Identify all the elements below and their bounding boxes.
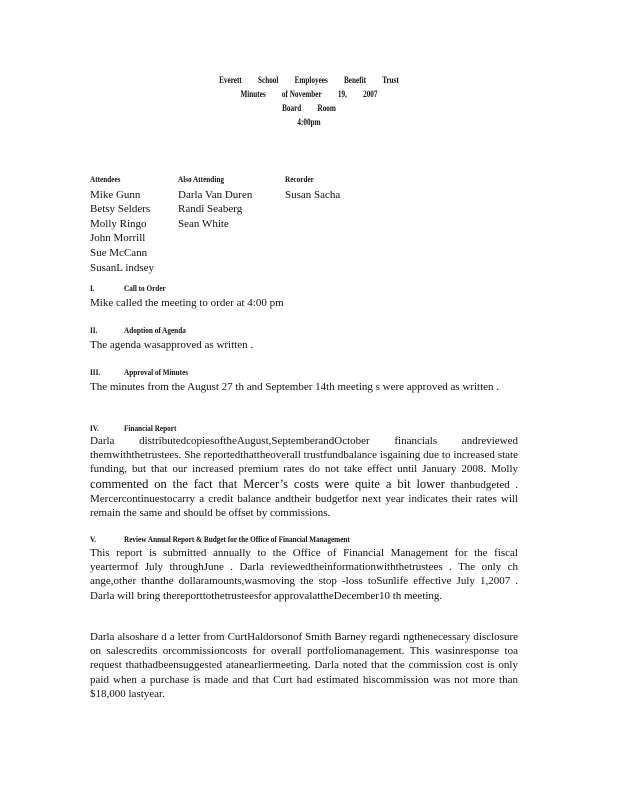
also-attending-name: Sean White bbox=[178, 217, 229, 230]
recorder-heading: Recorder bbox=[285, 174, 314, 184]
header-word: Benefit bbox=[344, 75, 366, 85]
section-paragraph: This report is submitted annually to the Office of Financial Management for the fiscal yeartermof July throughJune . Darla reviewedtheinformationwiththetrustees . The only ch ange,other thanthe dollaramounts,wasmoving the stop -loss toSunlife effective July 1,2007 . Darla will bring thereporttothetrusteesfor approvalattheDecember10 th meeting. bbox=[90, 547, 518, 602]
section-title: Review Annual Report & Budget for the Office of Financial Management bbox=[124, 534, 350, 544]
attendees-column bbox=[90, 172, 154, 275]
section-heading bbox=[90, 367, 188, 377]
also-attending-name: Darla Van Duren bbox=[178, 188, 253, 201]
paragraph-text: thanbudgeted . Mercercontinuestocarry a credit balance andtheir budgetfor next year indicates their rates will remain the same and should be offset by commissions. bbox=[90, 478, 518, 520]
attendee-name: Sue McCann bbox=[90, 246, 148, 259]
header-date-line bbox=[62, 89, 556, 99]
recorder-column bbox=[285, 172, 340, 202]
also-attending-name: Randi Seaberg bbox=[178, 203, 243, 216]
section-number: IV. bbox=[90, 423, 99, 433]
header-location-line bbox=[62, 103, 556, 113]
paragraph-text-emphasis: commented on the fact that Mercer’s costs were quite a bit lower bbox=[90, 476, 445, 491]
recorder-name: Susan Sacha bbox=[285, 188, 341, 201]
section-title: Approval of Minutes bbox=[124, 367, 189, 377]
section-paragraph bbox=[90, 434, 518, 520]
header-time-line bbox=[62, 117, 556, 127]
header-word: Minutes bbox=[240, 89, 266, 99]
section-title: Financial Report bbox=[124, 423, 177, 433]
header-word: of November bbox=[281, 89, 322, 99]
section-paragraph: Darla alsoshare d a letter from CurtHaldorsonof Smith Barney regardi ngthenecessary disclosure on salescredits orcommissioncosts for overall portfoliomanagement. This wasinresponse toa request thathadbeensuggested atanearliermeeting. Darla noted that the commission cost is only paid when a purchase is made and that Curt had estimated hiscommission was not more than $18,000 lastyear. bbox=[90, 631, 518, 700]
attendee-name: John Morrill bbox=[90, 232, 146, 245]
section-paragraph: The minutes from the August 27 th and September 14th meeting s were approved as written . bbox=[90, 381, 500, 393]
attendee-name: Molly Ringo bbox=[90, 217, 147, 230]
section-heading bbox=[90, 325, 186, 335]
header-word: Employees bbox=[294, 75, 328, 85]
header-word: 19, bbox=[337, 89, 347, 99]
section-heading bbox=[90, 534, 350, 544]
also-attending-heading: Also Attending bbox=[178, 174, 224, 184]
paragraph-text: Darla distributedcopiesoftheAugust,SeptemberandOctober financials andreviewed themwiththetrustees. She reportedthattheoverall trustfundbalance isgaining due to increased state funding, but that our increased premium rates do not take effect until January 2008. Molly bbox=[90, 435, 518, 476]
section-heading bbox=[90, 283, 166, 293]
section-number: V. bbox=[90, 534, 97, 544]
header-word: Board bbox=[282, 103, 302, 113]
also-attending-column bbox=[178, 172, 252, 231]
header-title-line bbox=[62, 75, 556, 85]
section-paragraph: The agenda wasapproved as written . bbox=[90, 339, 254, 351]
attendee-name: SusanL indsey bbox=[90, 261, 155, 274]
attendee-name: Betsy Selders bbox=[90, 203, 151, 216]
section-title: Call to Order bbox=[124, 283, 166, 293]
section-number: III. bbox=[90, 367, 101, 377]
header-word: Everett bbox=[219, 75, 242, 85]
header-word: School bbox=[257, 75, 279, 85]
section-number: II. bbox=[90, 325, 98, 335]
section-paragraph: Mike called the meeting to order at 4:00 pm bbox=[90, 297, 284, 309]
section-title: Adoption of Agenda bbox=[124, 325, 186, 335]
header-word: Room bbox=[317, 103, 336, 113]
section-number: I. bbox=[90, 283, 95, 293]
header-word: 4:00pm bbox=[297, 117, 321, 127]
header-word: Trust bbox=[382, 75, 399, 85]
attendees-heading: Attendees bbox=[90, 174, 121, 184]
attendee-name: Mike Gunn bbox=[90, 188, 141, 201]
section-heading bbox=[90, 423, 176, 433]
header-word: 2007 bbox=[363, 89, 378, 99]
